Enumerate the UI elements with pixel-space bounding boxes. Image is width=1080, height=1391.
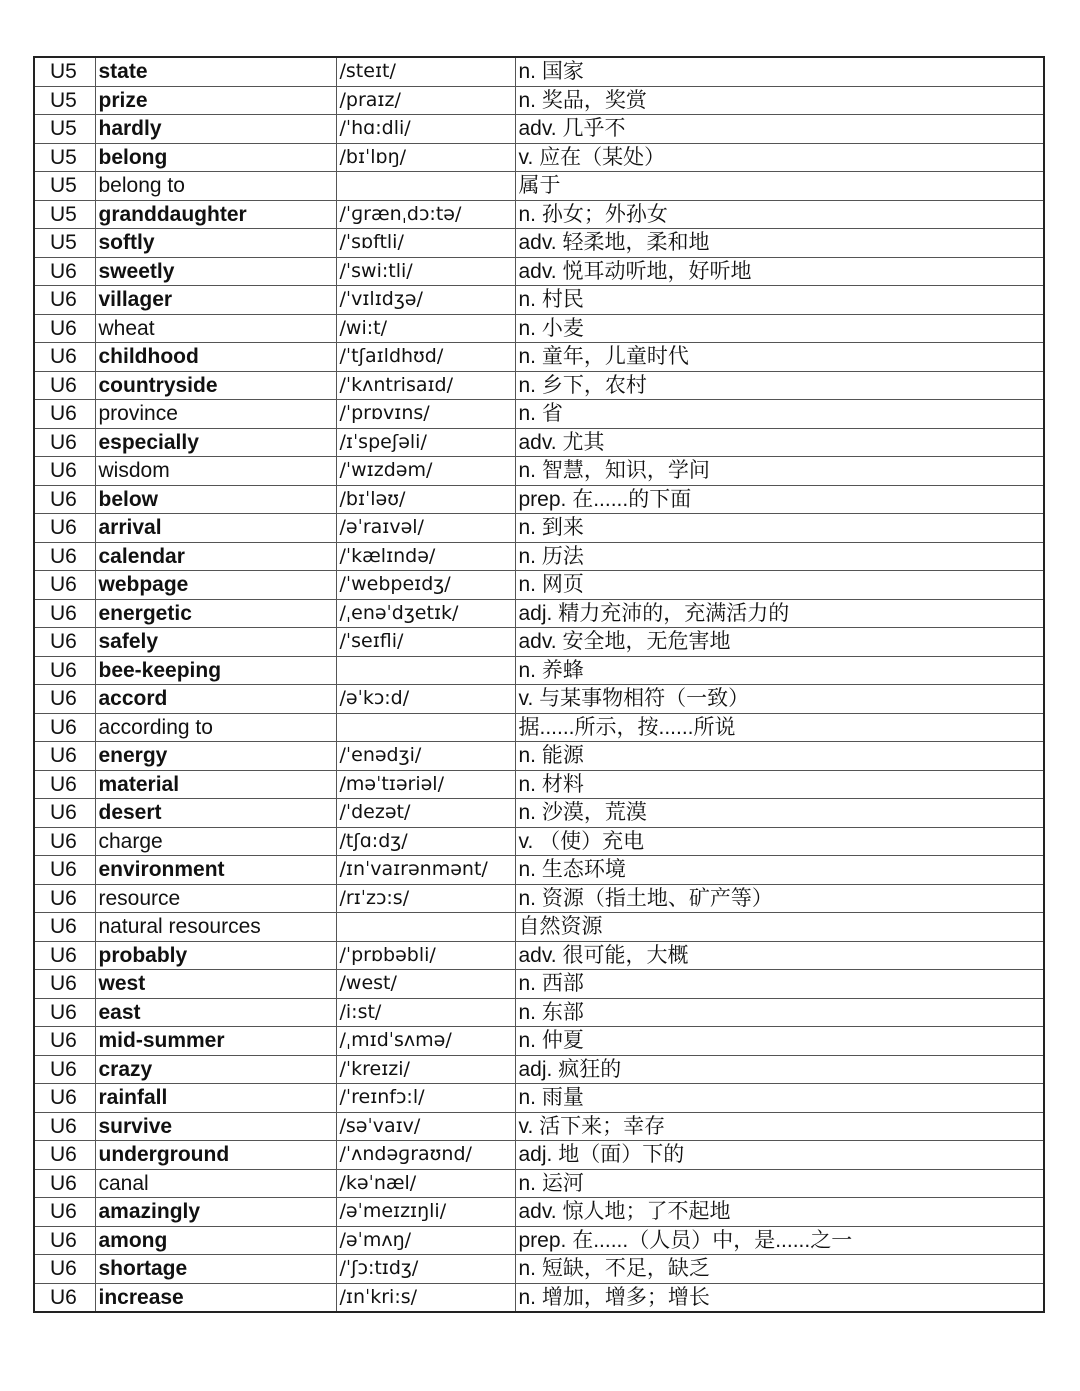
unit-cell: U6 (34, 628, 95, 657)
meaning-cell: n. 材料 (515, 770, 1044, 799)
unit-cell: U6 (34, 941, 95, 970)
vocab-row (34, 1169, 1044, 1198)
word-cell: mid-summer (95, 1027, 336, 1056)
unit-cell: U6 (34, 685, 95, 714)
meaning-cell: v. （使）充电 (515, 827, 1044, 856)
word-cell: east (95, 998, 336, 1027)
word-cell: calendar (95, 542, 336, 571)
meaning-cell: n. 西部 (515, 970, 1044, 999)
unit-cell: U5 (34, 172, 95, 201)
unit-cell: U6 (34, 485, 95, 514)
vocab-row (34, 57, 1044, 86)
unit-cell: U5 (34, 143, 95, 172)
unit-cell: U6 (34, 371, 95, 400)
meaning-cell: adv. 轻柔地，柔和地 (515, 229, 1044, 258)
meaning-cell: n. 东部 (515, 998, 1044, 1027)
meaning-cell: n. 省 (515, 400, 1044, 429)
unit-cell: U6 (34, 1226, 95, 1255)
vocab-row (34, 485, 1044, 514)
vocab-row (34, 1112, 1044, 1141)
phonetic-cell: /ˈreɪnfɔ:l/ (336, 1084, 515, 1113)
meaning-cell: v. 应在（某处） (515, 143, 1044, 172)
phonetic-cell: /ˈwɪzdəm/ (336, 457, 515, 486)
vocab-row (34, 571, 1044, 600)
vocab-row (34, 770, 1044, 799)
phonetic-cell: /steɪt/ (336, 57, 515, 86)
meaning-cell: adv. 很可能，大概 (515, 941, 1044, 970)
vocab-row (34, 998, 1044, 1027)
word-cell: countryside (95, 371, 336, 400)
phonetic-cell: /wi:t/ (336, 314, 515, 343)
word-cell: survive (95, 1112, 336, 1141)
unit-cell: U6 (34, 400, 95, 429)
meaning-cell: n. 国家 (515, 57, 1044, 86)
phonetic-cell (336, 713, 515, 742)
unit-cell: U6 (34, 884, 95, 913)
unit-cell: U6 (34, 913, 95, 942)
unit-cell: U6 (34, 457, 95, 486)
vocab-row (34, 599, 1044, 628)
vocab-row (34, 656, 1044, 685)
phonetic-cell: /əˈmʌŋ/ (336, 1226, 515, 1255)
unit-cell: U6 (34, 1283, 95, 1312)
vocab-row (34, 970, 1044, 999)
unit-cell: U6 (34, 286, 95, 315)
vocab-row (34, 229, 1044, 258)
unit-cell: U5 (34, 229, 95, 258)
vocab-row (34, 514, 1044, 543)
word-cell: material (95, 770, 336, 799)
phonetic-cell: /ɪnˈkri:s/ (336, 1283, 515, 1312)
phonetic-cell: /praɪz/ (336, 86, 515, 115)
vocab-row (34, 343, 1044, 372)
word-cell: granddaughter (95, 200, 336, 229)
unit-cell: U5 (34, 57, 95, 86)
phonetic-cell: /west/ (336, 970, 515, 999)
unit-cell: U6 (34, 770, 95, 799)
unit-cell: U6 (34, 1112, 95, 1141)
word-cell: bee-keeping (95, 656, 336, 685)
phonetic-cell: /ɪˈspeʃəli/ (336, 428, 515, 457)
phonetic-cell: /ˈtʃaɪldhʊd/ (336, 343, 515, 372)
meaning-cell: n. 到来 (515, 514, 1044, 543)
meaning-cell: 属于 (515, 172, 1044, 201)
word-cell: arrival (95, 514, 336, 543)
phonetic-cell: /i:st/ (336, 998, 515, 1027)
word-cell: childhood (95, 343, 336, 372)
vocab-row (34, 713, 1044, 742)
meaning-cell: adj. 地（面）下的 (515, 1141, 1044, 1170)
meaning-cell: n. 历法 (515, 542, 1044, 571)
phonetic-cell: /ˌmɪdˈsʌmə/ (336, 1027, 515, 1056)
vocab-row (34, 286, 1044, 315)
vocab-row (34, 400, 1044, 429)
unit-cell: U6 (34, 257, 95, 286)
phonetic-cell: /ˈprɒvɪns/ (336, 400, 515, 429)
phonetic-cell: /əˈraɪvəl/ (336, 514, 515, 543)
word-cell: state (95, 57, 336, 86)
meaning-cell: n. 资源（指土地、矿产等） (515, 884, 1044, 913)
word-cell: underground (95, 1141, 336, 1170)
phonetic-cell: /ɪnˈvaɪrənmənt/ (336, 856, 515, 885)
word-cell: prize (95, 86, 336, 115)
vocab-row (34, 1141, 1044, 1170)
phonetic-cell: /əˈmeɪzɪŋli/ (336, 1198, 515, 1227)
unit-cell: U6 (34, 1055, 95, 1084)
vocabulary-sheet (33, 56, 1043, 1313)
word-cell: especially (95, 428, 336, 457)
meaning-cell: adv. 尤其 (515, 428, 1044, 457)
word-cell: crazy (95, 1055, 336, 1084)
vocab-row (34, 1255, 1044, 1284)
unit-cell: U6 (34, 314, 95, 343)
phonetic-cell (336, 656, 515, 685)
vocab-row (34, 1027, 1044, 1056)
phonetic-cell: /ˈkælɪndə/ (336, 542, 515, 571)
word-cell: accord (95, 685, 336, 714)
word-cell: canal (95, 1169, 336, 1198)
vocab-row (34, 1226, 1044, 1255)
vocab-row (34, 371, 1044, 400)
word-cell: hardly (95, 115, 336, 144)
vocab-row (34, 1055, 1044, 1084)
unit-cell: U6 (34, 856, 95, 885)
unit-cell: U5 (34, 200, 95, 229)
vocab-row (34, 1084, 1044, 1113)
meaning-cell: n. 奖品，奖赏 (515, 86, 1044, 115)
unit-cell: U6 (34, 1198, 95, 1227)
phonetic-cell: /ˈʃɔ:tɪdʒ/ (336, 1255, 515, 1284)
meaning-cell: 自然资源 (515, 913, 1044, 942)
phonetic-cell: /bɪˈləʊ/ (336, 485, 515, 514)
phonetic-cell: /əˈkɔ:d/ (336, 685, 515, 714)
word-cell: wheat (95, 314, 336, 343)
unit-cell: U6 (34, 1141, 95, 1170)
word-cell: softly (95, 229, 336, 258)
unit-cell: U6 (34, 1027, 95, 1056)
meaning-cell: n. 短缺，不足，缺乏 (515, 1255, 1044, 1284)
phonetic-cell: /ˈʌndəɡraʊnd/ (336, 1141, 515, 1170)
meaning-cell: adj. 精力充沛的，充满活力的 (515, 599, 1044, 628)
meaning-cell: n. 村民 (515, 286, 1044, 315)
word-cell: safely (95, 628, 336, 657)
vocab-row (34, 827, 1044, 856)
word-cell: rainfall (95, 1084, 336, 1113)
unit-cell: U6 (34, 998, 95, 1027)
meaning-cell: n. 增加，增多；增长 (515, 1283, 1044, 1312)
vocab-row (34, 628, 1044, 657)
phonetic-cell: /kəˈnæl/ (336, 1169, 515, 1198)
vocabulary-table-body (34, 57, 1044, 1312)
word-cell: energetic (95, 599, 336, 628)
meaning-cell: n. 孙女；外孙女 (515, 200, 1044, 229)
word-cell: belong (95, 143, 336, 172)
vocab-row (34, 457, 1044, 486)
unit-cell: U6 (34, 571, 95, 600)
vocab-row (34, 143, 1044, 172)
unit-cell: U6 (34, 1084, 95, 1113)
phonetic-cell: /məˈtɪəriəl/ (336, 770, 515, 799)
vocab-row (34, 257, 1044, 286)
meaning-cell: n. 养蜂 (515, 656, 1044, 685)
unit-cell: U6 (34, 827, 95, 856)
word-cell: among (95, 1226, 336, 1255)
meaning-cell: adv. 悦耳动听地，好听地 (515, 257, 1044, 286)
vocab-row (34, 314, 1044, 343)
phonetic-cell: /ˈswi:tli/ (336, 257, 515, 286)
vocab-row (34, 913, 1044, 942)
meaning-cell: prep. 在......的下面 (515, 485, 1044, 514)
unit-cell: U5 (34, 86, 95, 115)
vocab-row (34, 428, 1044, 457)
word-cell: resource (95, 884, 336, 913)
unit-cell: U6 (34, 742, 95, 771)
word-cell: amazingly (95, 1198, 336, 1227)
vocab-row (34, 856, 1044, 885)
vocabulary-table (33, 56, 1045, 1313)
meaning-cell: v. 与某事物相符（一致） (515, 685, 1044, 714)
vocab-row (34, 799, 1044, 828)
unit-cell: U6 (34, 514, 95, 543)
unit-cell: U6 (34, 1169, 95, 1198)
meaning-cell: n. 沙漠，荒漠 (515, 799, 1044, 828)
phonetic-cell: /ˈkreɪzi/ (336, 1055, 515, 1084)
meaning-cell: n. 仲夏 (515, 1027, 1044, 1056)
unit-cell: U6 (34, 542, 95, 571)
meaning-cell: prep. 在......（人员）中，是......之一 (515, 1226, 1044, 1255)
word-cell: sweetly (95, 257, 336, 286)
word-cell: environment (95, 856, 336, 885)
meaning-cell: adv. 安全地，无危害地 (515, 628, 1044, 657)
meaning-cell: n. 能源 (515, 742, 1044, 771)
word-cell: shortage (95, 1255, 336, 1284)
unit-cell: U6 (34, 599, 95, 628)
word-cell: below (95, 485, 336, 514)
word-cell: webpage (95, 571, 336, 600)
meaning-cell: n. 生态环境 (515, 856, 1044, 885)
unit-cell: U5 (34, 115, 95, 144)
phonetic-cell: /tʃɑ:dʒ/ (336, 827, 515, 856)
vocab-row (34, 172, 1044, 201)
word-cell: increase (95, 1283, 336, 1312)
word-cell: villager (95, 286, 336, 315)
word-cell: charge (95, 827, 336, 856)
phonetic-cell: /bɪˈlɒŋ/ (336, 143, 515, 172)
vocab-row (34, 1198, 1044, 1227)
meaning-cell: n. 童年，儿童时代 (515, 343, 1044, 372)
word-cell: according to (95, 713, 336, 742)
phonetic-cell: /ˈsɒftli/ (336, 229, 515, 258)
meaning-cell: n. 运河 (515, 1169, 1044, 1198)
meaning-cell: n. 网页 (515, 571, 1044, 600)
vocab-row (34, 742, 1044, 771)
meaning-cell: n. 小麦 (515, 314, 1044, 343)
phonetic-cell: /səˈvaɪv/ (336, 1112, 515, 1141)
vocab-row (34, 86, 1044, 115)
unit-cell: U6 (34, 656, 95, 685)
phonetic-cell (336, 172, 515, 201)
phonetic-cell: /ˈhɑ:dli/ (336, 115, 515, 144)
phonetic-cell: /ˈkʌntrisaɪd/ (336, 371, 515, 400)
meaning-cell: n. 雨量 (515, 1084, 1044, 1113)
phonetic-cell: /ˈenədʒi/ (336, 742, 515, 771)
phonetic-cell: /ˌenəˈdʒetɪk/ (336, 599, 515, 628)
unit-cell: U6 (34, 970, 95, 999)
unit-cell: U6 (34, 713, 95, 742)
word-cell: west (95, 970, 336, 999)
meaning-cell: 据......所示，按......所说 (515, 713, 1044, 742)
phonetic-cell: /ˈseɪfli/ (336, 628, 515, 657)
unit-cell: U6 (34, 343, 95, 372)
word-cell: probably (95, 941, 336, 970)
unit-cell: U6 (34, 1255, 95, 1284)
vocab-row (34, 542, 1044, 571)
unit-cell: U6 (34, 428, 95, 457)
word-cell: desert (95, 799, 336, 828)
word-cell: natural resources (95, 913, 336, 942)
vocab-row (34, 685, 1044, 714)
word-cell: province (95, 400, 336, 429)
phonetic-cell: /rɪˈzɔ:s/ (336, 884, 515, 913)
unit-cell: U6 (34, 799, 95, 828)
word-cell: energy (95, 742, 336, 771)
vocab-row (34, 941, 1044, 970)
meaning-cell: adv. 几乎不 (515, 115, 1044, 144)
meaning-cell: n. 乡下，农村 (515, 371, 1044, 400)
phonetic-cell: /ˈdezət/ (336, 799, 515, 828)
meaning-cell: adj. 疯狂的 (515, 1055, 1044, 1084)
phonetic-cell: /ˈɡrænˌdɔ:tə/ (336, 200, 515, 229)
vocab-row (34, 115, 1044, 144)
meaning-cell: v. 活下来；幸存 (515, 1112, 1044, 1141)
phonetic-cell: /ˈwebpeɪdʒ/ (336, 571, 515, 600)
vocab-row (34, 200, 1044, 229)
meaning-cell: n. 智慧，知识，学问 (515, 457, 1044, 486)
phonetic-cell: /ˈprɒbəbli/ (336, 941, 515, 970)
word-cell: wisdom (95, 457, 336, 486)
phonetic-cell: /ˈvɪlɪdʒə/ (336, 286, 515, 315)
word-cell: belong to (95, 172, 336, 201)
vocab-row (34, 884, 1044, 913)
meaning-cell: adv. 惊人地；了不起地 (515, 1198, 1044, 1227)
phonetic-cell (336, 913, 515, 942)
vocab-row (34, 1283, 1044, 1312)
